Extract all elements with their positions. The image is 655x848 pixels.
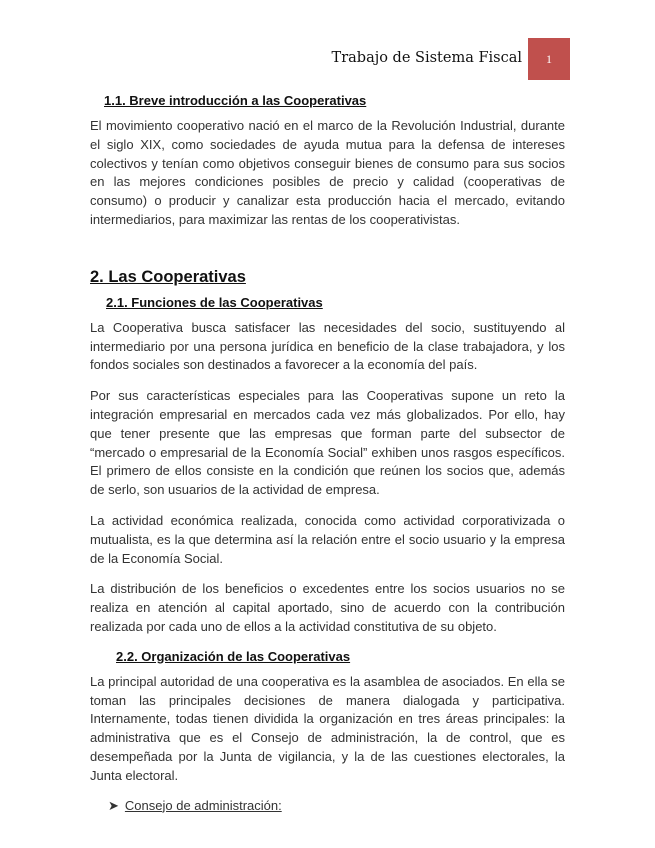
paragraph: La Cooperativa busca satisfacer las necesidades del socio, sustituyendo al intermediario por una persona jurídica en beneficio de la clase trabajadora, y los fondos sociales son destinados a favorecer a la economía del país. <box>90 319 565 373</box>
header-title: Trabajo de Sistema Fiscal <box>331 50 522 66</box>
paragraph: La distribución de los beneficios o excedentes entre los socios usuarios no se realiza en atención al capital aportado, sino de acuerdo con la contribución realizada por cada uno de ellos a la actividad constitutiva de su objeto. <box>90 581 565 634</box>
document-body <box>90 93 565 814</box>
paragraph: La actividad económica realizada, conocida como actividad corporativizada o mutualista, es la que determina así la relación entre el socio usuario y la empresa de la Economía Social. <box>90 512 565 566</box>
bullet-item <box>108 798 565 814</box>
bullet-label: Consejo de administración: <box>124 797 282 813</box>
arrow-bullet-icon: ➤ <box>108 797 119 813</box>
heading-1-1: 1.1. Breve introducción a las Cooperativas <box>104 93 367 108</box>
heading-2-1: 2.1. Funciones de las Cooperativas <box>106 294 323 310</box>
paragraph: Por sus características especiales para las Cooperativas supone un reto la integración empresarial en mercados cada vez más globalizados. Por ello, hay que tener presente que las empresas que forman parte del subsector de “mercado o empresarial de la Economía Social” exhiben unos rasgos específicos. El primero de ellos consiste en la condición que reúnen los socios que, además de serlo, son usuarios de la actividad de empresa. <box>90 388 565 498</box>
paragraph: El movimiento cooperativo nació en el marco de la Revolución Industrial, durante el siglo XIX, como sociedades de ayuda mutua para la defensa de intereses colectivos y tenían como objetivos conseguir bienes de consumo para sus socios en las mejores condiciones posibles de precio y calidad (cooperativas de consumo) o producir y canalizar esta producción hacia el mercado, evitando intermediarios, para maximizar las rentas de los cooperativistas. <box>90 118 565 227</box>
heading-2-2: 2.2. Organización de las Cooperativas <box>116 648 351 664</box>
paragraph: La principal autoridad de una cooperativa es la asamblea de asociados. En ella se toman las principales decisiones de manera dialogada y participativa. Internamente, todas tienen dividida la organización en tres áreas principales: la administrativa que es el Consejo de administración, la de control, que es desempeñada por la Junta de vigilancia, y la de las cuestiones electorales, la Junta electoral. <box>90 673 565 783</box>
page-number-badge: 1 <box>528 38 570 80</box>
heading-2: 2. Las Cooperativas <box>90 267 246 286</box>
